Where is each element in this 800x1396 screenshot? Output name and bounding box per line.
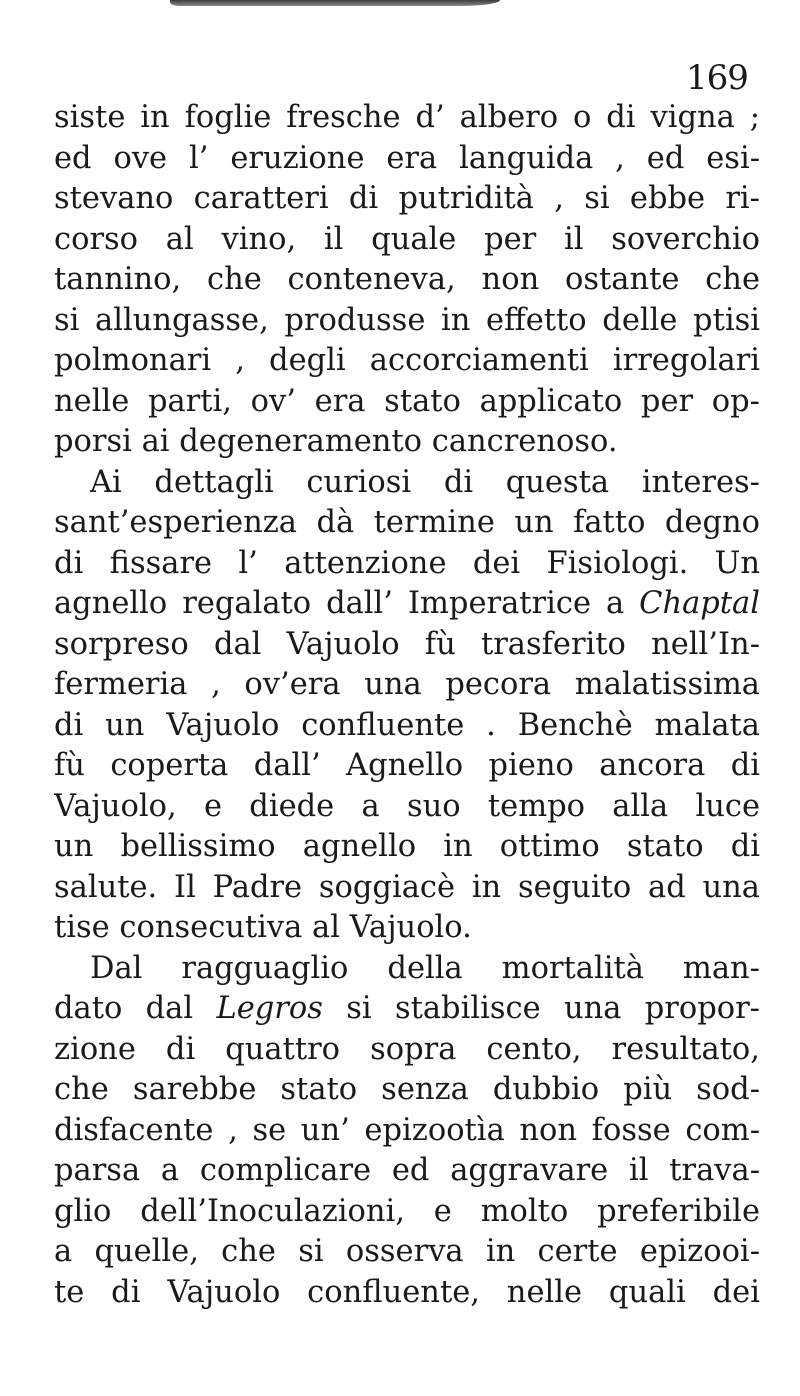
text-line: si allungasse, produsse in effetto delle ptisi (54, 302, 760, 338)
text-line: Ai dettagli curiosi di questa interes- (90, 464, 760, 500)
text-line: polmonari , degli accorciamenti irregolari (54, 343, 760, 378)
text-segment: si stabilisce una propor- (322, 991, 760, 1026)
text-line: a quelle, che si osserva in certe epizooi- (54, 1234, 760, 1269)
page-top-rule (170, 0, 500, 6)
text-segment: agnello regalato dall’ Imperatrice a (54, 586, 640, 621)
text-line: fermeria , ov’era una pecora malatissima (54, 667, 760, 702)
text-line: te di Vajuolo confluente, nelle quali dei (54, 1274, 760, 1310)
text-line: un bellissimo agnello in ottimo stato di (54, 829, 760, 864)
text-line: glio dell’Inoculazioni, e molto preferibile (54, 1193, 760, 1229)
text-line: disfacente , se un’ epizootìa non fosse com- (54, 1112, 760, 1148)
text-line: ed ove l’ eruzione era languida , ed esi- (54, 140, 760, 176)
text-line: sant’esperienza dà termine un fatto degno (54, 505, 760, 540)
text-line: fù coperta dall’ Agnello pieno ancora di (54, 748, 760, 783)
text-line: parsa a complicare ed aggravare il trava- (54, 1153, 760, 1188)
text-line: nelle parti, ov’ era stato applicato per op- (54, 383, 760, 419)
text-line: zione di quattro sopra cento, resultato, (54, 1031, 760, 1067)
text-line: corso al vino, il quale per il soverchio (54, 221, 760, 257)
text-line: che sarebbe stato senza dubbio più sod- (54, 1072, 760, 1107)
body-text (54, 98, 760, 1313)
text-line: di un Vajuolo confluente . Benchè malata (54, 707, 760, 743)
italic-name: Legros (216, 991, 323, 1026)
text-segment: dato dal (54, 991, 217, 1026)
italic-name: Chaptal (639, 586, 760, 621)
text-line: Dal ragguaglio della mortalità man- (90, 950, 760, 986)
text-line: tannino, che conteneva, non ostante che (54, 262, 760, 297)
text-line: stevano caratteri di putridità , si ebbe ri- (54, 181, 760, 216)
text-line: di fissare l’ attenzione dei Fisiologi. Un (54, 545, 760, 581)
text-line (54, 584, 760, 625)
text-line: porsi ai degeneramento cancrenoso. (54, 424, 618, 459)
text-line: sorpreso dal Vajuolo fù trasferito nell’In- (54, 626, 760, 662)
text-line: tise consecutiva al Vajuolo. (54, 910, 472, 945)
text-line (54, 989, 760, 1030)
text-line: salute. Il Padre soggiacè in seguito ad una (54, 869, 760, 905)
text-line: Vajuolo, e diede a suo tempo alla luce (54, 788, 760, 824)
text-line: siste in foglie fresche d’ albero o di vigna ; (54, 100, 760, 135)
page-number: 169 (686, 58, 748, 98)
